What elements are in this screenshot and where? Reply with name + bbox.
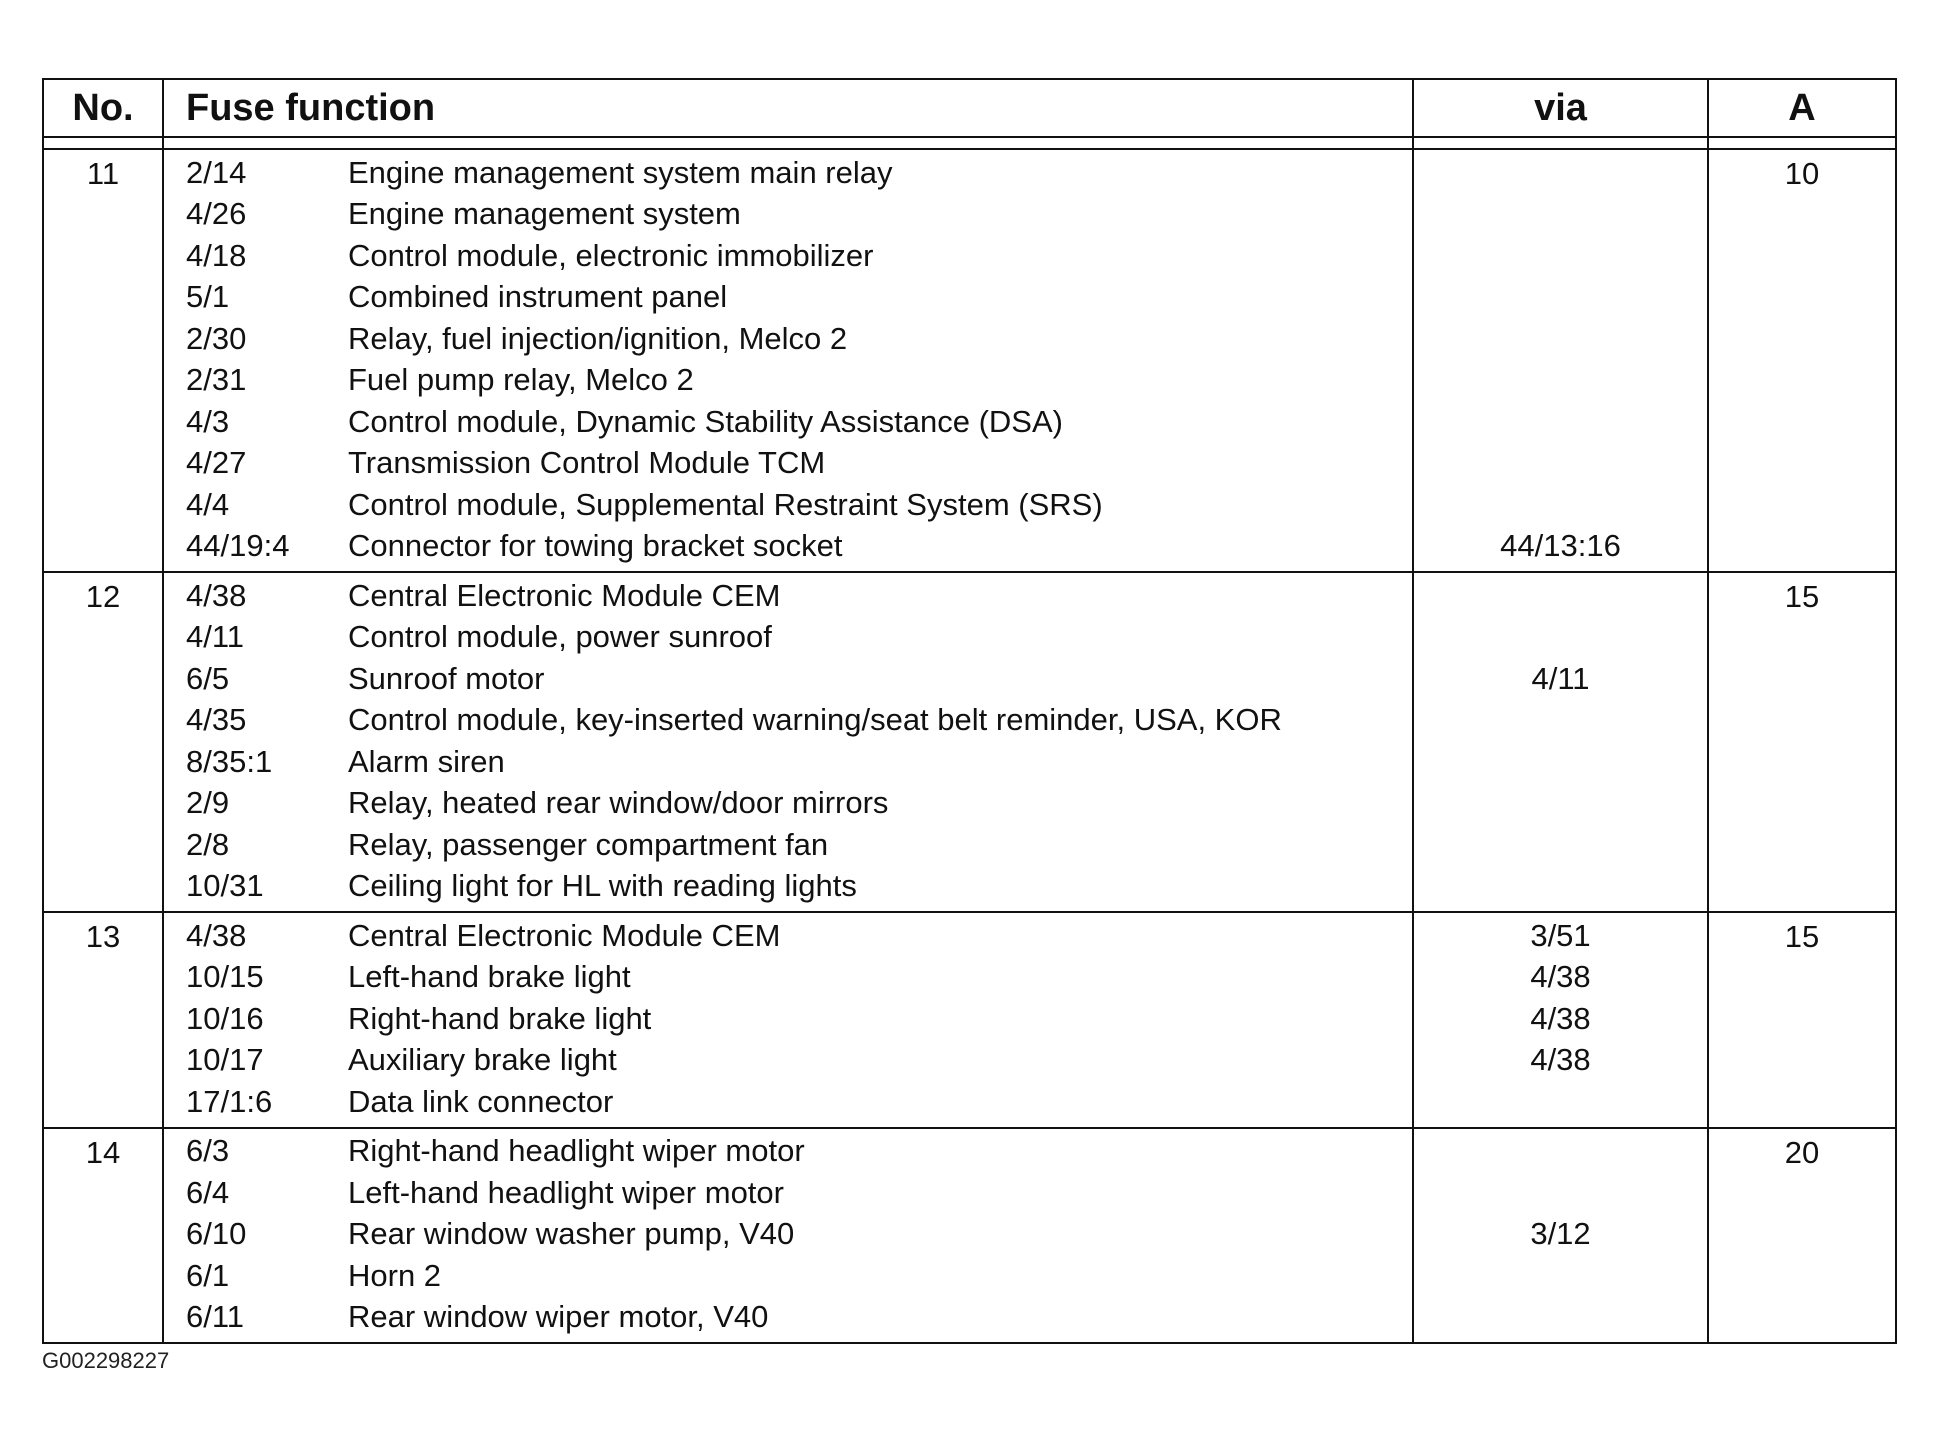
- via-value: [1414, 235, 1707, 277]
- table-row: [164, 443, 1412, 485]
- via-value: 3/51: [1530, 917, 1591, 953]
- table-row: [164, 700, 1412, 742]
- component-code: 8/35:1: [186, 743, 273, 779]
- table-row: [164, 194, 1412, 236]
- table-row: [164, 658, 1412, 700]
- component-description: Rear window wiper motor, V40: [348, 1299, 769, 1335]
- table-row: [164, 1131, 1412, 1173]
- via-value: [1414, 1297, 1707, 1339]
- component-code: 5/1: [186, 279, 230, 315]
- component-code: 10/16: [186, 1000, 264, 1036]
- component-description: Sunroof motor: [348, 660, 545, 696]
- fuse-group: [44, 1129, 1895, 1343]
- via-value: [1414, 401, 1707, 443]
- component-code: 2/8: [186, 826, 230, 862]
- fuse-function-list: [164, 150, 1414, 571]
- table-row: [164, 401, 1412, 443]
- component-code: 6/5: [186, 660, 230, 696]
- component-code: 4/38: [186, 577, 247, 613]
- fuse-function-list: [164, 573, 1414, 911]
- component-description: Combined instrument panel: [348, 279, 728, 315]
- via-value: [1414, 824, 1707, 866]
- component-description: Central Electronic Module CEM: [348, 577, 781, 613]
- table-body: [44, 150, 1895, 1342]
- table-row: [164, 526, 1412, 568]
- component-code: 6/1: [186, 1257, 230, 1293]
- table-row: [164, 783, 1412, 825]
- component-code: 2/30: [186, 320, 247, 356]
- via-column: [1414, 573, 1709, 911]
- component-code: 6/10: [186, 1216, 247, 1252]
- fuse-group: [44, 573, 1895, 913]
- fuse-number: 11: [44, 150, 164, 571]
- fuse-number: 13: [44, 913, 164, 1127]
- via-value: 3/12: [1530, 1216, 1591, 1252]
- component-code: 17/1:6: [186, 1083, 273, 1119]
- amperage: 10: [1784, 156, 1820, 191]
- fuse-group: [44, 150, 1895, 573]
- component-description: Connector for towing bracket socket: [348, 528, 843, 564]
- component-code: 4/18: [186, 237, 247, 273]
- via-value: [1414, 1081, 1707, 1123]
- component-code: 6/4: [186, 1174, 230, 1210]
- via-value: [1414, 866, 1707, 908]
- component-code: 6/11: [186, 1299, 245, 1335]
- component-description: Control module, Dynamic Stability Assistance (DSA): [348, 403, 1063, 439]
- component-description: Transmission Control Module TCM: [348, 445, 826, 481]
- via-value: 4/38: [1530, 1000, 1591, 1036]
- table-row: [164, 915, 1412, 957]
- via-value: [1414, 1255, 1707, 1297]
- component-description: Auxiliary brake light: [348, 1042, 617, 1078]
- via-value: [1414, 741, 1707, 783]
- table-row: [164, 824, 1412, 866]
- table-row: [164, 277, 1412, 319]
- component-description: Left-hand brake light: [348, 959, 631, 995]
- header-amps: A: [1788, 86, 1816, 129]
- via-value: [1414, 318, 1707, 360]
- component-description: Horn 2: [348, 1257, 442, 1293]
- component-description: Left-hand headlight wiper motor: [348, 1174, 784, 1210]
- fuse-function-list: [164, 1129, 1414, 1343]
- component-description: Relay, heated rear window/door mirrors: [348, 785, 889, 821]
- table-row: [164, 617, 1412, 659]
- via-value: 4/38: [1530, 959, 1591, 995]
- amperage: 15: [1784, 579, 1820, 614]
- component-description: Control module, key-inserted warning/seat belt reminder, USA, KOR: [348, 702, 1282, 738]
- component-code: 10/31: [186, 868, 264, 904]
- fuse-group: [44, 913, 1895, 1129]
- header-no: No.: [44, 80, 164, 136]
- component-code: 10/15: [186, 959, 264, 995]
- table-row: [164, 1172, 1412, 1214]
- component-code: 4/4: [186, 486, 230, 522]
- component-description: Right-hand headlight wiper motor: [348, 1133, 805, 1169]
- via-value: [1414, 194, 1707, 236]
- table-row: [164, 1040, 1412, 1082]
- fuse-number: 14: [44, 1129, 164, 1343]
- component-code: 4/27: [186, 445, 247, 481]
- via-value: [1414, 360, 1707, 402]
- via-value: [1414, 575, 1707, 617]
- table-row: [164, 484, 1412, 526]
- table-row: [164, 957, 1412, 999]
- via-value: [1414, 783, 1707, 825]
- via-column: [1414, 150, 1709, 571]
- via-value: 44/13:16: [1500, 528, 1621, 564]
- via-value: [1414, 443, 1707, 485]
- via-value: [1414, 277, 1707, 319]
- fuse-table: [42, 78, 1897, 1344]
- via-value: 4/38: [1530, 1042, 1591, 1078]
- via-value: 4/11: [1531, 660, 1590, 696]
- table-row: [164, 741, 1412, 783]
- via-value: [1414, 1172, 1707, 1214]
- component-code: 2/9: [186, 785, 230, 821]
- component-description: Engine management system main relay: [348, 154, 893, 190]
- table-row: [164, 318, 1412, 360]
- component-description: Engine management system: [348, 196, 741, 232]
- component-code: 4/35: [186, 702, 247, 738]
- via-value: [1414, 700, 1707, 742]
- via-value: [1414, 152, 1707, 194]
- fuse-function-list: [164, 913, 1414, 1127]
- amperage: 20: [1784, 1134, 1820, 1170]
- component-description: Data link connector: [348, 1083, 614, 1119]
- header-fuse-function: Fuse function: [164, 80, 1414, 136]
- table-row: [164, 152, 1412, 194]
- component-description: Control module, Supplemental Restraint System (SRS): [348, 486, 1103, 522]
- via-value: [1414, 617, 1707, 659]
- fuse-number: 12: [44, 573, 164, 911]
- component-code: 4/26: [186, 196, 247, 232]
- table-row: [164, 1214, 1412, 1256]
- table-header: [44, 80, 1895, 138]
- component-code: 4/11: [186, 619, 245, 655]
- component-description: Alarm siren: [348, 743, 505, 779]
- header-via: via: [1414, 80, 1709, 136]
- component-description: Ceiling light for HL with reading lights: [348, 868, 857, 904]
- via-value: [1414, 1131, 1707, 1173]
- table-row: [164, 575, 1412, 617]
- component-description: Fuel pump relay, Melco 2: [348, 362, 694, 398]
- component-description: Relay, passenger compartment fan: [348, 826, 829, 862]
- table-row: [164, 1081, 1412, 1123]
- component-code: 2/14: [186, 154, 247, 190]
- amperage: 15: [1784, 919, 1820, 954]
- via-value: [1414, 484, 1707, 526]
- via-column: [1414, 913, 1709, 1127]
- table-row: [164, 360, 1412, 402]
- table-row: [164, 866, 1412, 908]
- table-row: [164, 235, 1412, 277]
- table-row: [164, 998, 1412, 1040]
- component-description: Rear window washer pump, V40: [348, 1216, 795, 1252]
- table-row: [164, 1255, 1412, 1297]
- component-code: 6/3: [186, 1133, 230, 1169]
- via-column: [1414, 1129, 1709, 1343]
- component-code: 44/19:4: [186, 528, 290, 564]
- header-gap: [44, 138, 1895, 150]
- component-code: 4/38: [186, 917, 247, 953]
- table-row: [164, 1297, 1412, 1339]
- component-code: 4/3: [186, 403, 230, 439]
- component-code: 2/31: [186, 362, 247, 398]
- component-description: Relay, fuel injection/ignition, Melco 2: [348, 320, 848, 356]
- figure-id: G002298227: [42, 1348, 170, 1373]
- component-description: Central Electronic Module CEM: [348, 917, 781, 953]
- component-code: 10/17: [186, 1042, 264, 1078]
- component-description: Control module, power sunroof: [348, 619, 772, 655]
- component-description: Right-hand brake light: [348, 1000, 652, 1036]
- component-description: Control module, electronic immobilizer: [348, 237, 874, 273]
